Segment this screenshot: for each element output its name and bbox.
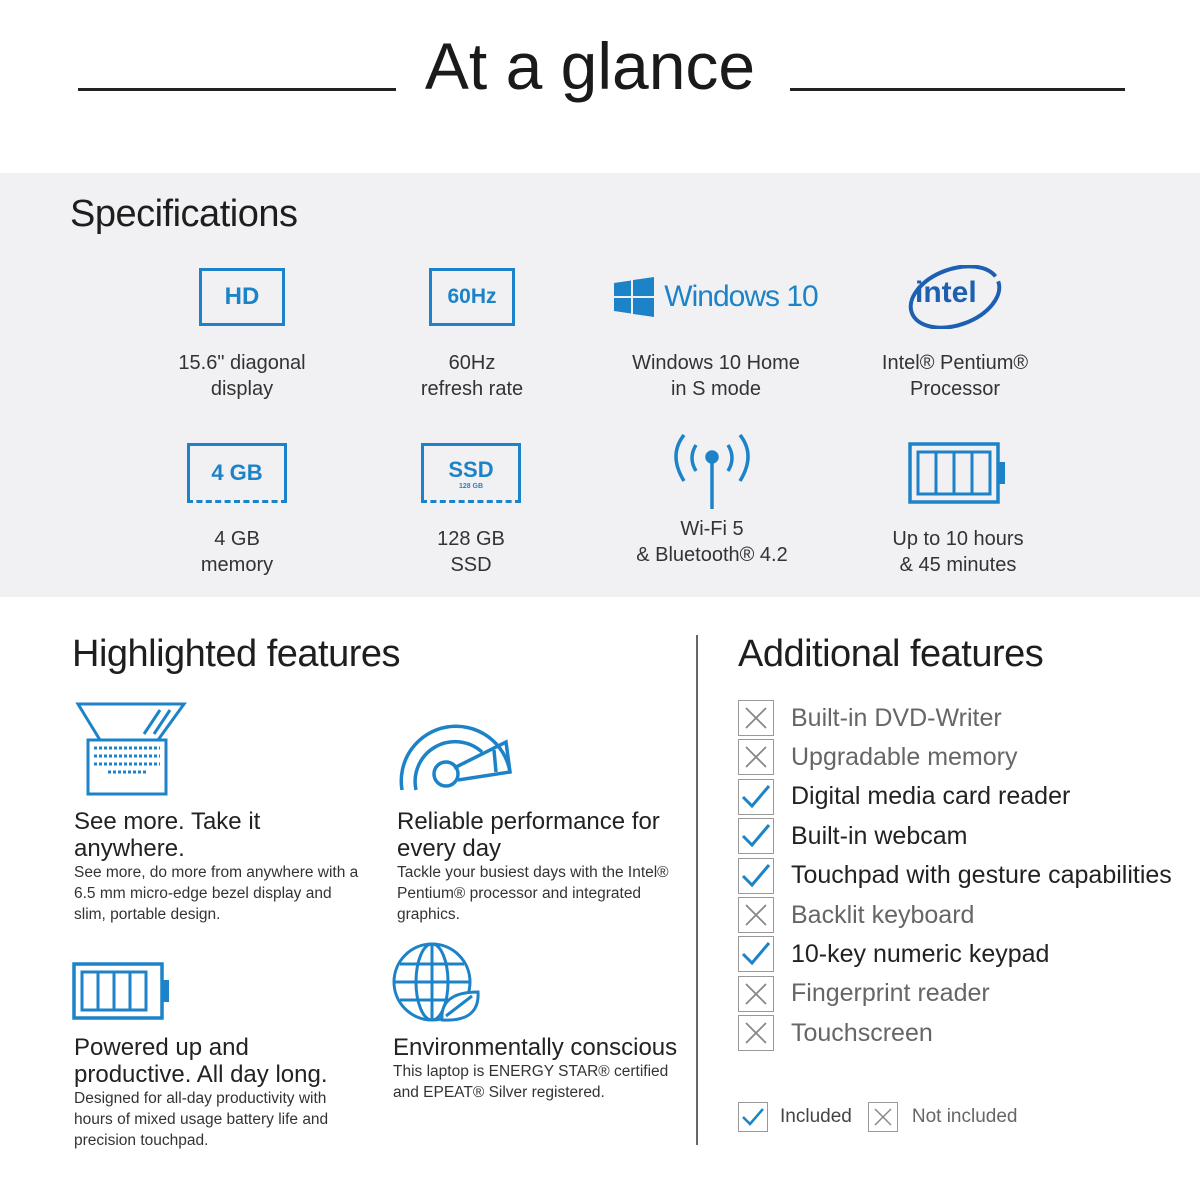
additional-feature-label: Touchscreen — [791, 1018, 933, 1047]
spec-processor — [835, 262, 1075, 402]
intel-wordmark: intel — [915, 276, 977, 309]
spec-display — [122, 262, 362, 402]
additional-feature-item — [738, 818, 967, 854]
additional-feature-item — [738, 779, 1070, 815]
legend-included: Included — [780, 1106, 852, 1127]
feature-portability — [74, 808, 364, 925]
check-icon — [738, 818, 774, 854]
wifi-icon — [664, 425, 760, 511]
spec-storage — [351, 438, 591, 578]
spec-refresh — [352, 262, 592, 402]
additional-features-heading: Additional features — [738, 633, 1044, 675]
check-icon — [738, 779, 774, 815]
spec-label: memory — [200, 554, 274, 576]
additional-feature-label: 10-key numeric keypad — [791, 939, 1050, 968]
spec-label: Up to 10 hours — [892, 528, 1024, 550]
windows-logo-icon — [614, 277, 654, 317]
highlighted-features-heading: Highlighted features — [72, 633, 400, 675]
additional-feature-item — [738, 858, 1172, 894]
ssd-badge: SSD — [448, 456, 494, 482]
feature-description: See more, do more from anywhere with a 6.5 mm micro-edge bezel display and slim, portable design. — [74, 864, 359, 923]
additional-feature-item — [738, 976, 990, 1012]
x-icon — [738, 1015, 774, 1051]
feature-title: Reliable performance for every day — [397, 808, 660, 862]
x-icon — [738, 897, 774, 933]
spec-os — [596, 262, 836, 402]
additional-feature-item — [738, 897, 974, 933]
check-icon — [738, 936, 774, 972]
spec-label: 15.6" diagonal — [178, 352, 306, 374]
speedometer-icon — [396, 712, 516, 794]
memory-icon: 4 GB — [187, 443, 287, 503]
spec-label: & Bluetooth® 4.2 — [636, 544, 788, 566]
laptop-icon — [74, 700, 190, 798]
x-icon — [868, 1102, 898, 1132]
feature-description: Tackle your busiest days with the Intel® Pentium® processor and integrated graphics. — [397, 864, 669, 923]
spec-label: refresh rate — [420, 378, 524, 400]
ssd-capacity-badge: 128 GB — [458, 482, 484, 490]
spec-label: 4 GB — [214, 528, 260, 550]
feature-title: See more. Take it anywhere. — [74, 808, 261, 862]
x-icon — [738, 976, 774, 1012]
additional-feature-label: Backlit keyboard — [791, 900, 975, 929]
refresh-rate-icon: 60Hz — [429, 268, 515, 326]
feature-description: Designed for all-day productivity with hours of mixed usage battery life and precision touchpad. — [74, 1090, 329, 1149]
spec-label: Processor — [909, 378, 1001, 400]
additional-feature-label: Fingerprint reader — [791, 979, 990, 1008]
x-icon — [738, 700, 774, 736]
spec-label: SSD — [450, 554, 492, 576]
spec-battery — [838, 438, 1078, 578]
specifications-heading: Specifications — [70, 193, 298, 235]
feature-performance — [397, 808, 687, 925]
feature-title: Environmentally conscious — [393, 1034, 678, 1061]
ssd-icon — [421, 443, 521, 503]
spec-label: Windows 10 Home — [632, 352, 800, 374]
spec-label: Wi-Fi 5 — [680, 518, 744, 540]
spec-label: 128 GB — [437, 528, 505, 550]
spec-label: Intel® Pentium® — [881, 352, 1029, 374]
legend — [738, 1102, 1017, 1132]
legend-not-included: Not included — [911, 1106, 1018, 1127]
spec-label: 60Hz — [448, 352, 496, 374]
additional-feature-label: Upgradable memory — [791, 742, 1018, 771]
page-title: At a glance — [424, 29, 756, 103]
feature-battery — [74, 1034, 364, 1151]
windows-wordmark: Windows 10 — [664, 280, 818, 313]
additional-feature-label: Built-in DVD-Writer — [791, 703, 1002, 732]
additional-feature-item — [738, 700, 1002, 736]
additional-feature-item — [738, 739, 1018, 775]
section-divider — [696, 635, 698, 1145]
spec-label: & 45 minutes — [899, 554, 1017, 576]
battery-icon — [72, 962, 172, 1020]
globe-leaf-icon — [392, 940, 482, 1026]
additional-feature-item — [738, 1015, 933, 1051]
check-icon — [738, 1102, 768, 1132]
spec-memory — [117, 438, 357, 578]
spec-wireless — [592, 428, 832, 568]
feature-description: This laptop is ENERGY STAR® certified and EPEAT® Silver registered. — [393, 1063, 669, 1101]
battery-icon — [908, 442, 1008, 504]
feature-environment — [393, 1034, 683, 1103]
additional-feature-item — [738, 936, 1049, 972]
check-icon — [738, 858, 774, 894]
spec-label: display — [210, 378, 274, 400]
spec-label: in S mode — [670, 378, 762, 400]
x-icon — [738, 739, 774, 775]
additional-feature-label: Built-in webcam — [791, 821, 968, 850]
hd-display-icon: HD — [199, 268, 285, 326]
additional-feature-label: Touchpad with gesture capabilities — [791, 861, 1172, 890]
feature-title: Powered up and productive. All day long. — [74, 1034, 328, 1088]
additional-feature-label: Digital media card reader — [791, 782, 1071, 811]
